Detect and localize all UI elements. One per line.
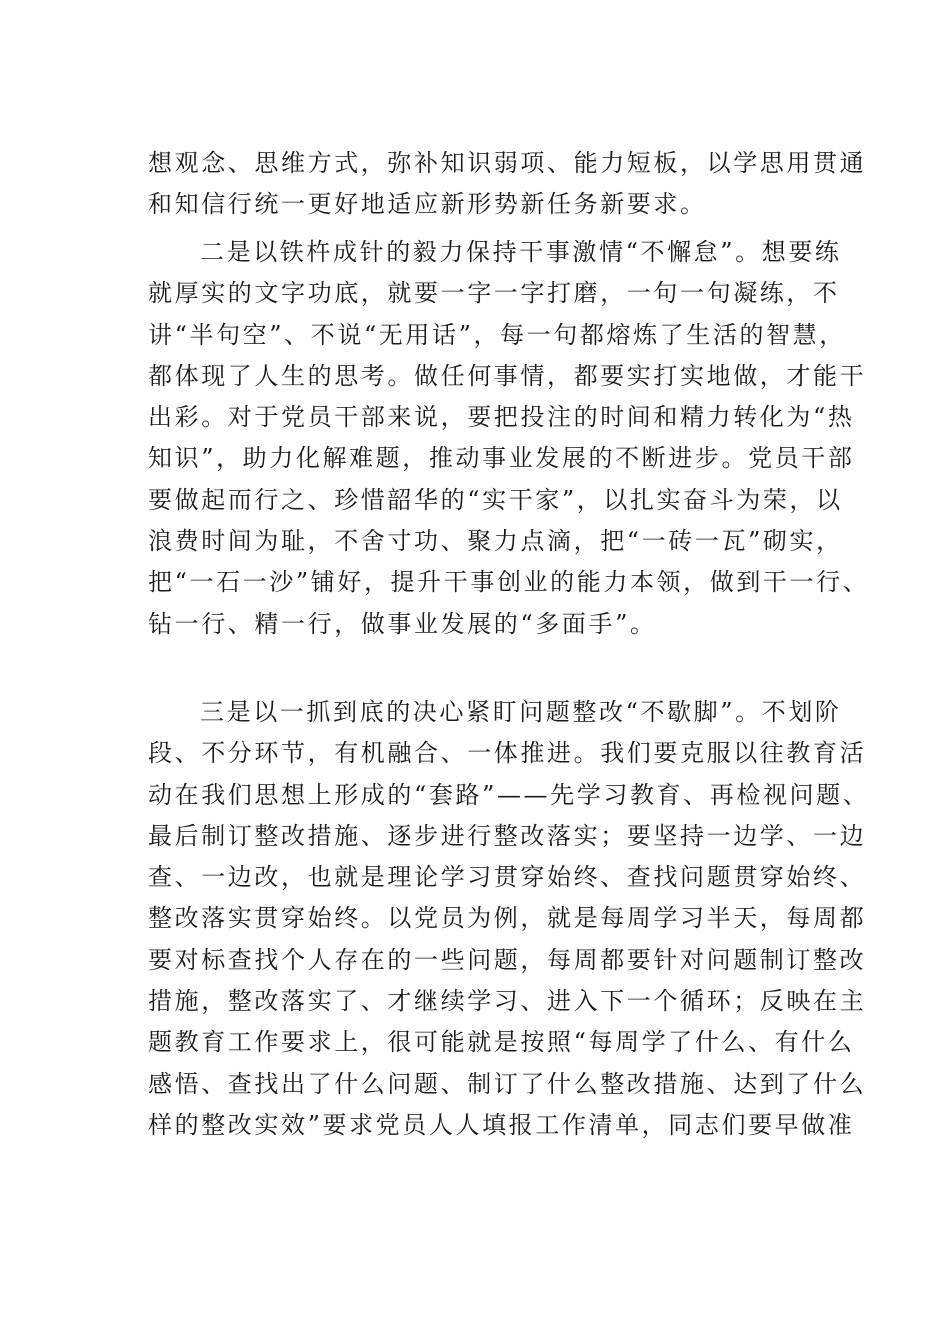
text-line: 题教育工作要求上，很可能就是按照“每周学了什么、有什么 [148, 1028, 855, 1057]
text-line: 就厚实的文字功底，就要一字一字打磨，一句一句凝练，不 [148, 279, 840, 308]
text-line: 知识”，助力化解难题，推动事业发展的不断进步。党员干部 [148, 444, 855, 473]
paragraph-point-three [148, 692, 870, 1146]
text-line: 二是以铁杵成针的毅力保持干事激情“不懈怠”。想要练 [200, 238, 842, 266]
text-line: 整改落实贯穿始终。以党员为例，就是每周学习半天，每周都 [148, 904, 867, 933]
text-line: 动在我们思想上形成的“套路”——先学习教育、再检视问题、 [148, 780, 870, 809]
text-line: 和知信行统一更好地适应新形势新任务新要求。 [148, 190, 707, 219]
text-line: 措施，整改落实了、才继续学习、进入下一个循环；反映在主 [148, 987, 867, 1016]
text-line: 查、一边改，也就是理论学习贯穿始终、查找问题贯穿始终、 [148, 863, 867, 892]
paragraph-point-two [148, 232, 870, 645]
text-line: 三是以一抓到底的决心紧盯问题整改“不歇脚”。不划阶 [200, 698, 842, 726]
text-line: 想观念、思维方式，弥补知识弱项、能力短板，以学思用贯通 [148, 149, 867, 177]
text-line: 讲“半句空”、不说“无用话”，每一句都熔炼了生活的智慧， [148, 320, 846, 349]
text-line: 浪费时间为耻，不舍寸功、聚力点滴，把“一砖一瓦”砌实， [148, 527, 843, 556]
text-line: 把“一石一沙”铺好，提升干事创业的能力本领，做到干一行、 [148, 568, 870, 597]
text-line: 要做起而行之、珍惜韶华的“实干家”，以扎实奋斗为荣，以 [148, 485, 843, 514]
text-line: 感悟、查找出了什么问题、制订了什么整改措施、达到了什么 [148, 1069, 867, 1098]
text-line: 出彩。对于党员干部来说，要把投注的时间和精力转化为“热 [148, 403, 855, 432]
text-line: 样的整改实效”要求党员人人填报工作清单，同志们要早做准 [148, 1110, 855, 1139]
paragraph-continuation [148, 143, 867, 226]
text-line: 最后制订整改措施、逐步进行整改落实；要坚持一边学、一边 [148, 821, 867, 850]
text-line: 要对标查找个人存在的一些问题，每周都要针对问题制订整改 [148, 945, 867, 974]
text-line: 钻一行、精一行，做事业发展的“多面手”。 [148, 609, 657, 638]
text-line: 都体现了人生的思考。做任何事情，都要实打实地做，才能干 [148, 361, 867, 390]
text-line: 段、不分环节，有机融合、一体推进。我们要克服以往教育活 [148, 739, 867, 768]
